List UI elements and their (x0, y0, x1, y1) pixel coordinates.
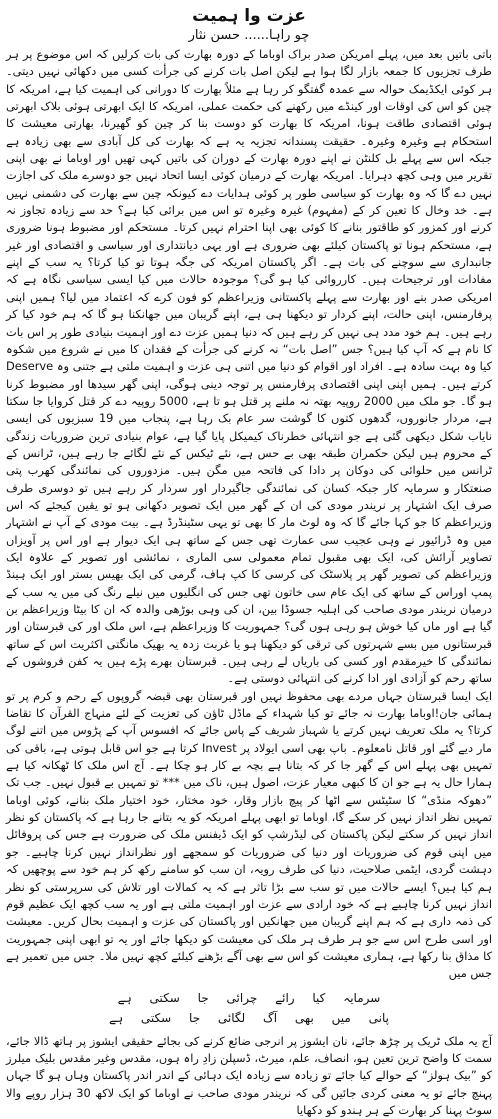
column-closing (6, 1033, 492, 1119)
verse-line-1: سرمایہ کیا رائے چرائی جا سکتی ہے (117, 990, 381, 1005)
column-title: عزت وا ہمیت (192, 6, 306, 26)
verse-line-2: پانی میں بھی آگ لگائی جا سکتی ہے (109, 1010, 389, 1025)
column-byline: چو راہا...... حسن نثار (188, 28, 310, 43)
paragraph-1: باتی باتیں بعد میں، پہلے امریکن صدر براک اوباما کے دورہ بھارت کی بات کرلیں کہ اس موضوع پر ہر طرف تجزیوں کا جمعہ بازار لگا ہوا ہے لیکن اصل بات کرنے کی جرأت کسی میں دکھائی نہیں دیتی۔ ہر کوئی ایکڈیمک حوالہ سے عمدہ گفتگو کر رہا ہے مثلاً بھارت کا دورانی کی اہمیت کیا ہے، امریکہ کا چین کو اس کی اوقات اور کینڈے میں رکھنے کی حکمت عملی، امریکہ کا ایک ابھرتی ہوئی بلاک ابھرتی ہوئی اقتصادی طاقت ہونا، امریکہ کا بھارت کو دوست بنا کر چین کو گھیرنا، بھارتی معیشت کا استحکام ہے وغیرہ وغیرہ۔ حقیقت پسندانہ تجزیہ یہ ہے کہ بھارت کی کل آبادی سے بھی زیادہ ہے جبکہ اس سے پہلے بل کلنٹن نے اپنے دورہ بھارت کے دوران کی باتیں کہی تھیں اور اوباما نے بھی اپنی تقریر میں وہی کچھ دہرایا۔ امریکہ بھارت کے درمیان کوئی ایسا اتحاد نہیں جو دوسرے ملک کی اجازت نہیں دے گا کہ وہ بھارت کو سیاسی طور پر کوئی ہدایات دے کیونکہ چین سے بھارت کی دشمنی نہیں ہے۔ خد وخال کا تعین کر کے (مفہوم) غیرہ وغیرہ تو اس میں برائی کیا ہے؟ حد سے زیادہ تجاوز نہ کرنے اور کمزور کو طاقتور بنانے کا کوئی بھی اپنا احترام نہیں کرتا۔ مستحکم اور مضبوط ہونا ضروری ہے، مستحکم ہونا تو پاکستان کیلئے بھی ضروری ہے اور یہی دیانتداری اور سیاسی و اقتصادی اور غیر جانبداری سے سوچنے کی بات ہے۔ اگر پاکستان امریکہ کی جگہ ہوتا تو کیا کرتا؟ یہ سب کے اپنے مفادات اور ترجیحات ہیں۔ کارروائی کیا ہو گی؟ موجودہ حالات میں کیا ایسی سیاسی نگاہ ہے کہ امریکی صدر بنے اور بھارت سے پہلے پاکستانی وزیراعظم کو فون کرے کہ اعتماد میں لیا؟ ہمیں اپنی پرفارمنس، اپنی حالت، اپنے کردار تو دیکھنا ہی ہے، اپنے گریبان میں جھانکنا ہو گا کہ ہم خود کیا کر رہے ہیں۔ ہم خود مدد ہی نہیں کر رہے ہیں کہ دنیا ہمیں عزت دے اور اہمیت بنیادی طور پر اس بات کا نام ہے کہ آپ کیا ہیں؟ جس ”اصل بات“ نہ کرنے کی جرأت کے فقدان کا میں نے شروع میں شکوہ کیا وہ بہت سادہ ہے۔ افراد اور اقوام کو دنیا میں اتنی ہی عزت و اہمیت ملتی ہے جتنی وہ Deserve کرتے ہیں۔ ہمیں اپنی اپنی اقتصادی پرفارمنس پر توجہ دینی ہوگی، اپنی گھر سیدھا اور مضبوط کرنا ہو گا۔ جو ملک میں 2000 روپیہ بھتہ نہ ملنے پر قتل ہو تا ہے، 5000 روپیہ دے کر قتل کروایا جا سکتا ہے، مردار جانوروں، گدھوں کتوں کا گوشت سر عام بک رہا ہے، پنجاب میں 19 سبزیوں کی ایسی نایاب شکل دیکھی گئی ہے جو انتہائی خطرناک کیمیکل پایا گیا ہے، عوام بنیادی ترین ضروریات زندگی کے محروم ہیں لیکن حکمران طبقہ بھی بے حس ہے، نئے ٹیکس کے نئے لگائے جا رہے ہیں، ٹرانس کے ٹرانس میں حلوائی کی دوکان پر دادا کی فاتحہ میں مگن ہیں۔ مزدوروں کی نمائندگی کھرب پتی صنعتکار و سرمایہ کار جبکہ کسان کی نمائندگی جاگیردار اور سردار کر رہے ہیں تو دوسری طرف صرف ایک اشتہار پر نریندر مودی کی ان کے گھر میں ایک تصویر دکھانی ہو تو یقین کیجئے کہ اس وزیراعظم کا جو کہا جائے گا کہ وہ لوٹ مار کا بھی تو یہی سٹینڈرڈ ہے۔ بیت مودی کے آپ نے اشتہار میں وہ ڈرائیور نے وہی عجیب سی عمارت تھی جس کے ساتھ ہی ایک دیوار ہے اور اس پر آویزاں تصاویر آرائش کی، ایک بھی مقبول تمام معمولی سی الماری ، نمائشی اور تصویر کے علاوہ ایک وزیراعظم کی تصویر گھر پر پلاسٹک کی کرسی کا کپ ہاف، گرمی کی ایک بھیس بستر اور ایک ہینڈ پمپ اوراس کے ساتھ کی ایک عام سی خاتون تھی جس کی انگلیوں میں نیلے رنگ کی میں یہ سب کے درمیان نریندر مودی صاحب کی اہلیہ جسوڈا بین، ان کی وہی بوڑھی والدہ کہ ان کا بیٹا وزیراعظم بن گیا ہے اور ماں کیا خوش ہو رہی ہوں گی؟ جمہوریت کا وزیراعظم ہے، اس ملک اور کی قبرستان اور قبرستانوں میں بسے شہرتوں کی ترقی کو دیکھنا ہو یا غربت زدہ یہ بھیک مانگتی اکثریت اس کے ساتھ نمائندگی کا خیرمقدم اور کسی کی باریاں لے رہی ہیں۔ قبرستان بھرے پڑے ہیں یہ کفن فروشوں کے ساتھ رحم کو آزادی اور ادا کرنے کی انتہائی دوستی ہے۔ (6, 47, 493, 686)
column-body (6, 46, 492, 983)
poetry-couplet (6, 989, 492, 1027)
closing-paragraph: آج یہ ملک ٹریک پر چڑھ جائے، نان ایشوز پر انرجی ضائع کرنے کی بجائے حقیقی ایشوز پر ہاتھ ڈالا جائے، سمت کا واضح ترین تعین ہو، انصاف، علم، میرٹ، ڈسپلن زادِ راہ ہوں، مقدس وغیر مقدس بلیک میلرز کو ”بیک ہولز“ کے حوالے کیا جائے تو زیادہ سے زیادہ ایک دہائی کے اندر اندر پاکستان وہاں ہو گا جہاں پہنچ جائے تو یہ معنی کردی جائیں گی کہ نریندر مودی صاحب نے اوباما کو ایک لاکھ 30 ہزار روپے والا سوٹ پہنا کر بھارت کے ہر ہندو کو دکھایا (6, 1033, 493, 1117)
paragraph-2: ایک ایسا قبرستان جہاں مردے بھی محفوظ نہیں اور قبرستان بھی قبضہ گروپوں کے رحم و کرم پر تو ہمائی جان!اوباما بھارت نہ جائے تو کیا شہداء کے ماڈل ٹاؤن کی تعزیت کے لئے منہاج القرآن کا تقاضا کرتا؟ یہ ملک تعریف نہیں کرتے یا شہباز شریف کے پاس جائے کہ افسوس آپ کے پڑوس میں اتنے لوگ مار دیے گئے اور قاتل نامعلوم۔ باپ بھی اسی ایولاد پر Invest کرتا ہے جو اس قابل ہوتی ہے، باقی کی تمہیں بھی پہلے اس کے گھر جا کر کہ بتانا ہے بچہ بے کار ہو چکا ہے۔ آج اس ملک کا ٹھکانہ کیا ہے ہمارا حال یہ ہے جو ان کا کبھی معیار عزت، اصول ہیں، ناک میں *** تو تمہیں بے قبول نہیں۔ جب تک ”دھوکہ منڈی“ کا سٹیٹس سے اٹھا کر پیچ بازار وقار، خود مختار، خود اختیار ملک بنانے، کوئی اوباما تمہیں نظر انداز نہیں کر سکے گا، اوباما تو ابھی پہلے امریکہ کو یہ بتانے جا رہا ہے کہ پاکستان کو نظر انداز نہیں کر سکتے لیکن پاکستان کی لیڈرشپ کو ایک ڈیفنس ملک کی ضرورت ہے جس کی پروفائل میں اپنی قوم کی ضروریات اور دنیا کی ضروریات کو سمجھے اور نظرانداز نہیں کرنا چاہیے۔ جو دہشت گردی، ایٹمی صلاحیت، دنیا کی طرف رویہ، ان سب کو سامنے رکھ کر ہم خود سے پوچھیں کہ ہم کیا ہیں؟ ایسے حالات میں تو سب سے بڑا تاثر ہے کہ یہ کمالات اور تلاش کی سرپرستی کو نظر انداز نہیں کرنا چاہیے ہے کہ خود ارادی سے عزت اور اہمیت ملتی ہے اور یہ سب کچھ ایک عظیم قوم کی ذمہ داری ہے کہ ہم اپنے گریبان میں جھانکیں اور پاکستان کی عزت و اہمیت بحال کریں۔ معیشت اور اسی طرح اس سے جو ہر طرف ہر ملک کی معیشت کو دیکھا جائے اور یہ تو ابھی اپنی جمہوریت کا مذاق بنا رکھا ہے، ہماری معیشت کو اس سے بھی آگے بڑھنے کیلئے کچھ نہیں ملا۔ جس میں تعمیر ہے جس میں (6, 688, 492, 981)
